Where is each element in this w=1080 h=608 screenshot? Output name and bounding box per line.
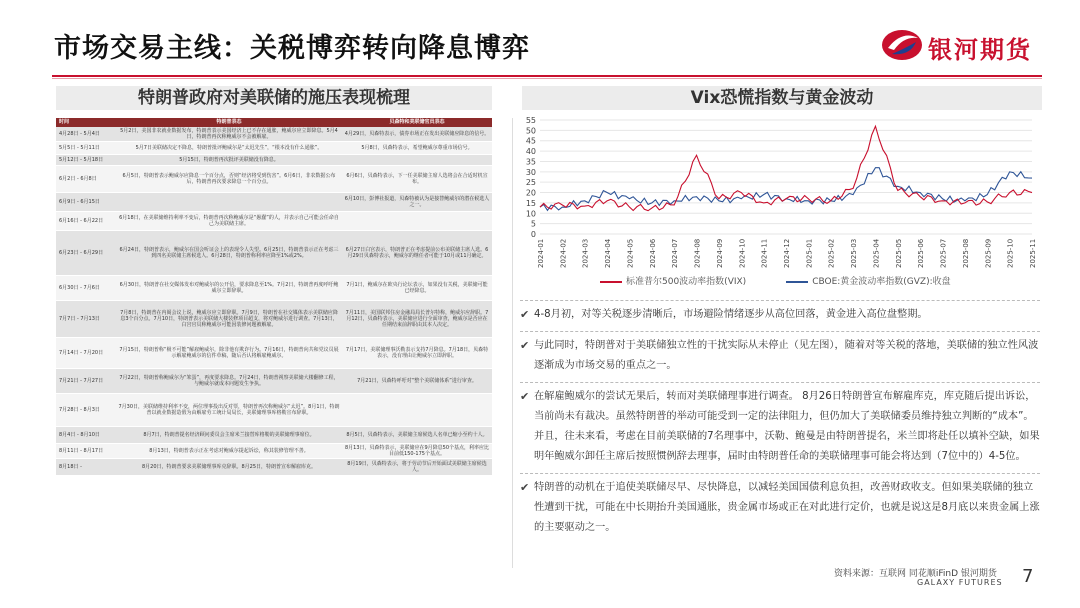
table-cell: 6月24日，特朗普表示，鲍威尔在国会听证会上的表现令人失望。6月25日，特朗普表示正在考虑三到四名美联储主席候选人。6月28日，特朗普称利率应降至1%或2%。 [119,247,339,259]
x-tick-label: 2024-03 [581,238,590,268]
chart-legend [600,274,951,287]
source-note: 资料来源：互联网 同花顺iFinD 银河期货 [834,569,997,579]
x-tick-label: 2025-04 [872,238,881,268]
row-date: 6月23日 - 6月29日 [59,250,104,256]
panel-divider [512,118,513,568]
table-row [56,276,492,301]
x-tick-label: 2025-02 [827,238,836,268]
bullet-text: 与此同时，特朗普对于美联储独立性的干扰实际从未停止（见左图），随着对等关税的落地，美联储的独立性风波逐渐成为市场交易的重点之一。 [534,340,1039,371]
row-date: 5月5日 - 5月11日 [59,145,100,151]
y-tick-label: 10 [525,209,536,219]
y-tick-label: 30 [525,167,536,177]
table-row [56,231,492,276]
row-date: 6月2日 - 6月8日 [59,176,97,182]
page-number: 7 [1022,566,1034,587]
table-cell: 6月18日，在美联储维持利率不变后，特朗普再次称鲍威尔是“愚蠢”的人，并表示自己可能会任命自己为美联储主席。 [119,215,339,227]
table-cell: 5月15日，特朗普再次批评美联储没有降息。 [179,157,279,163]
row-date: 8月4日 - 8月10日 [59,432,100,438]
table-cell: 8月20日，特朗普要求美联储理事库克辞职。8月25日，特朗普宣布解雇库克。 [141,464,317,470]
table-cell [342,155,492,165]
bullet-text: 在解雇鲍威尔的尝试无果后，转而对美联储理事进行调查。 8月26日特朗普宣布解雇库克，库克随后提出诉讼，当前尚未有裁决。虽然特朗普的举动可能受到一定的法律阻力，但仍加大了美联储委员维持独立判断的“成本”。并且，往未来看，考虑在目前美联储的7名理事中，沃勒、鲍曼是由特朗普提名，米兰即将赴任以填补空缺，如果明年鲍威尔卸任主席后按照惯例辞去理事，届时由特朗普任命的美联储理事可能会将达到（7位中的）4-5位。 [534,391,1040,462]
x-tick-label: 2025-05 [894,238,903,268]
table-cell [342,212,492,230]
table-row [56,427,492,444]
table-cell: 6月10日，彭博社报道，贝森特被认为是接替鲍威尔的潜在候选人之一。 [344,196,490,208]
table-row [56,193,492,212]
x-tick-label: 2025-03 [850,238,859,268]
legend-label: 标准普尔500波动率指数(VIX) [626,277,747,287]
y-tick-label: 25 [525,178,536,188]
table-row [56,155,492,166]
logo-text: 银河期货 [928,36,1032,64]
bullet-list [520,300,1040,544]
bullet-item [520,473,1040,544]
table-cell: 7月15日，特朗普称“极不可能”解雇鲍威尔，除非他有欺诈行为。7月16日，特朗普向共和党议员展示解雇鲍威尔的信件草稿，随后否认将解雇鲍威尔。 [119,347,339,359]
table-body [56,127,492,476]
table-cell: 7月11日，美国联邦住房金融局局长普尔特称，鲍威尔应辞职。7月12日，贝森特表示，美联储应进行全面审查，鲍威尔是否应在任期结束前辞职由其本人决定。 [345,310,489,328]
table-row [56,459,492,476]
table-cell: 6月27日白宫表示，特朗普正在考虑提前公布美联储主席人选。6月29日贝森特表示，鲍威尔的继任者可能于10月或11月确定。 [345,247,489,259]
row-date: 7月7日 - 7月13日 [59,316,100,322]
row-date: 7月28日 - 8月3日 [59,407,100,413]
table-cell [116,193,342,211]
table-cell [342,394,492,426]
row-date: 4月28日 - 5月4日 [59,131,100,137]
row-date: 6月30日 - 7月6日 [59,285,100,291]
table-row [56,338,492,369]
x-tick-label: 2025-06 [917,238,926,268]
table-cell: 8月5日，贝森特表示，美联储主席候选人名单已缩小至约十人。 [346,432,488,438]
right-panel-title: Vix恐慌指数与黄金波动 [522,86,1042,110]
y-tick-label: 15 [525,198,536,208]
x-tick-label: 2024-09 [715,238,724,268]
y-tick-label: 35 [525,157,536,167]
legend-label: CBOE:黄金波动率指数(GVZ):收盘 [812,277,951,287]
series-line [540,126,1032,210]
table-row [56,444,492,459]
bullet-item [520,331,1040,382]
table-cell: 6月30日，特朗普在社交媒体发布对鲍威尔的公开信，要求降息至1%。7月2日，特朗普再度呼吁鲍威尔立即辞职。 [119,282,339,294]
row-date: 7月14日 - 7月20日 [59,350,104,356]
table-row [56,301,492,338]
x-tick-label: 2024-02 [559,238,568,268]
table-header [56,118,492,127]
brand-english: GALAXY FUTURES [917,578,1003,587]
table-header-cell: 时间 [59,119,70,125]
bullet-text: 特朗普的动机在于追使美联储尽早、尽快降息，以减轻美国国债利息负担，改善财政收支。但如果美联储的独立性遭到干扰，可能在中长期抬升美国通胀，贵金属市场或正在对此进行定价，也就是说这是8月底以来贵金属上涨的主要驱动之一。 [534,482,1040,533]
table-row [56,142,492,155]
y-tick-label: 5 [530,219,536,229]
galaxy-logo-icon [880,26,924,64]
legend-swatch [786,281,808,283]
row-date: 5月12日 - 5月18日 [59,157,104,163]
table-cell: 5月7日美联储决定不降息，特朗普批评鲍威尔是“太迟先生”，“根本没有什么通胀”。 [135,145,323,151]
y-tick-label: 55 [525,116,536,125]
y-tick-label: 45 [525,136,536,146]
x-tick-label: 2024-10 [738,238,747,268]
table-row [56,212,492,231]
header-divider-thin [52,78,1042,79]
table-row [56,369,492,394]
x-tick-label: 2025-10 [1006,238,1015,268]
table-cell: 6月5日，特朗普表示鲍威尔应降息一个百分点，否则“经济将受到伤害”。6月6日，非农数据公布后，特朗普再次要求降息一个百分点。 [122,173,336,185]
table-cell: 8月7日，特朗普提名经济顾问委员会主席米兰接替库格勒的美联储理事席位。 [143,432,315,438]
x-tick-label: 2025-08 [961,238,970,268]
bullet-text: 4-8月初，对等关税逐步清晰后，市场避险情绪逐步从高位回落，黄金进入高位盘整期。 [534,309,928,320]
bullet-check-icon: ✔ [520,390,530,403]
x-tick-label: 2024-12 [783,238,791,268]
row-date: 6月16日 - 6月22日 [59,218,104,224]
table-row [56,127,492,142]
y-tick-label: 0 [530,230,536,239]
table-header-cell: 特朗普表态 [216,119,242,125]
y-tick-label: 40 [525,147,536,157]
bullet-item [520,300,1040,331]
table-cell: 8月13日，特朗普表示正在考虑对鲍威尔提起诉讼，称其装修管理不善。 [149,448,309,454]
x-tick-label: 2025-07 [939,238,948,268]
table-cell: 8月19日，贝森特表示，将于劳动节后开始面试美联储主席候选人。 [347,461,487,473]
bullet-item [520,382,1040,473]
table-cell: 7月1日，鲍威尔在欧央行论坛表示，如果没有关税，美联储可能已经降息。 [346,282,488,294]
legend-item-gvz [786,274,950,287]
table-cell: 7月22日，特朗普称鲍威尔为“笨蛋”，再度要求降息。7月24日，特朗普视察美联储大楼翻修工程，与鲍威尔就成本问题发生争执。 [119,375,339,387]
company-logo [880,26,1050,66]
table-cell: 5月8日，贝森特表示，希望鲍威尔尊重市场信号。 [361,145,473,151]
x-tick-label: 2025-09 [984,238,993,268]
row-date: 7月21日 - 7月27日 [59,378,104,384]
table-row [56,394,492,427]
vix-gvz-line-chart [516,114,1042,290]
row-date: 8月18日 - [59,464,82,470]
y-tick-label: 50 [525,126,536,136]
pressure-table [56,118,492,568]
table-cell: 4月29日，贝森特表示，债券市场正在发出美联储应降息的信号。 [344,131,490,137]
x-tick-label: 2024-06 [648,238,657,268]
x-tick-label: 2024-05 [626,238,635,268]
row-date: 6月9日 - 6月15日 [59,199,100,205]
table-cell: 7月30日，美联储维持利率不变，两位理事投出反对票，特朗普再次称鲍威尔“太迟”。8月1日，特朗普以就业数据造假为由解雇劳工统计局局长，美联储理事库格勒宣布辞职。 [118,404,340,416]
row-date: 8月11日 - 8月17日 [59,448,104,454]
table-cell: 6月6日，贝森特表示，下一任美联储主席人选将会在合适时机宣布。 [346,173,488,185]
table-row [56,166,492,193]
table-cell: 8月13日，贝森特表示，美联储应在9月降息50个基点，利率应比目前低150-175个基点。 [344,445,490,457]
legend-item-vix [600,274,746,287]
x-tick-label: 2024-08 [693,238,702,268]
table-cell: 7月21日，贝森特呼吁对“整个美联储体系”进行审查。 [357,378,477,384]
series-line [540,168,1032,211]
legend-swatch [600,281,622,283]
left-panel-title: 特朗普政府对美联储的施压表现梳理 [56,86,492,110]
x-tick-label: 2025-01 [805,238,814,268]
x-tick-label: 2024-04 [604,238,613,268]
x-tick-label: 2025-11 [1029,238,1037,268]
x-tick-label: 2024-11 [760,238,769,268]
table-cell: 7月8日，特朗普在内阁会议上说，鲍威尔应立即辞职。7月9日，特朗普在社交媒体表示美联储应降息3个百分点。7月10日，特朗普表示美联储大楼装修项目超支，将对鲍威尔进行调查。7月13日，白宫官员称鲍威尔可能因装修问题被解雇。 [120,310,338,328]
bullet-check-icon: ✔ [520,308,530,321]
page-title: 市场交易主线：关税博弈转向降息博弈 [54,33,530,64]
bullet-check-icon: ✔ [520,339,530,352]
bullet-check-icon: ✔ [520,481,530,494]
x-tick-label: 2024-01 [537,238,545,268]
table-cell: 5月2日，美国非农就业数据发布，特朗普表示美国经济上已不存在通胀，鲍威尔应立即降息。5月4日，特朗普再次称鲍威尔不会被解雇。 [120,128,338,140]
table-header-cell: 贝森特和美联储官员表态 [389,119,445,125]
header-divider [52,75,1042,77]
x-tick-label: 2024-07 [671,238,680,268]
y-tick-label: 20 [525,188,536,198]
table-cell: 7月17日，美联储理事沃勒表示支持7月降息。7月18日，贝森特表示，没有理由让鲍威尔立即辞职。 [345,347,489,359]
